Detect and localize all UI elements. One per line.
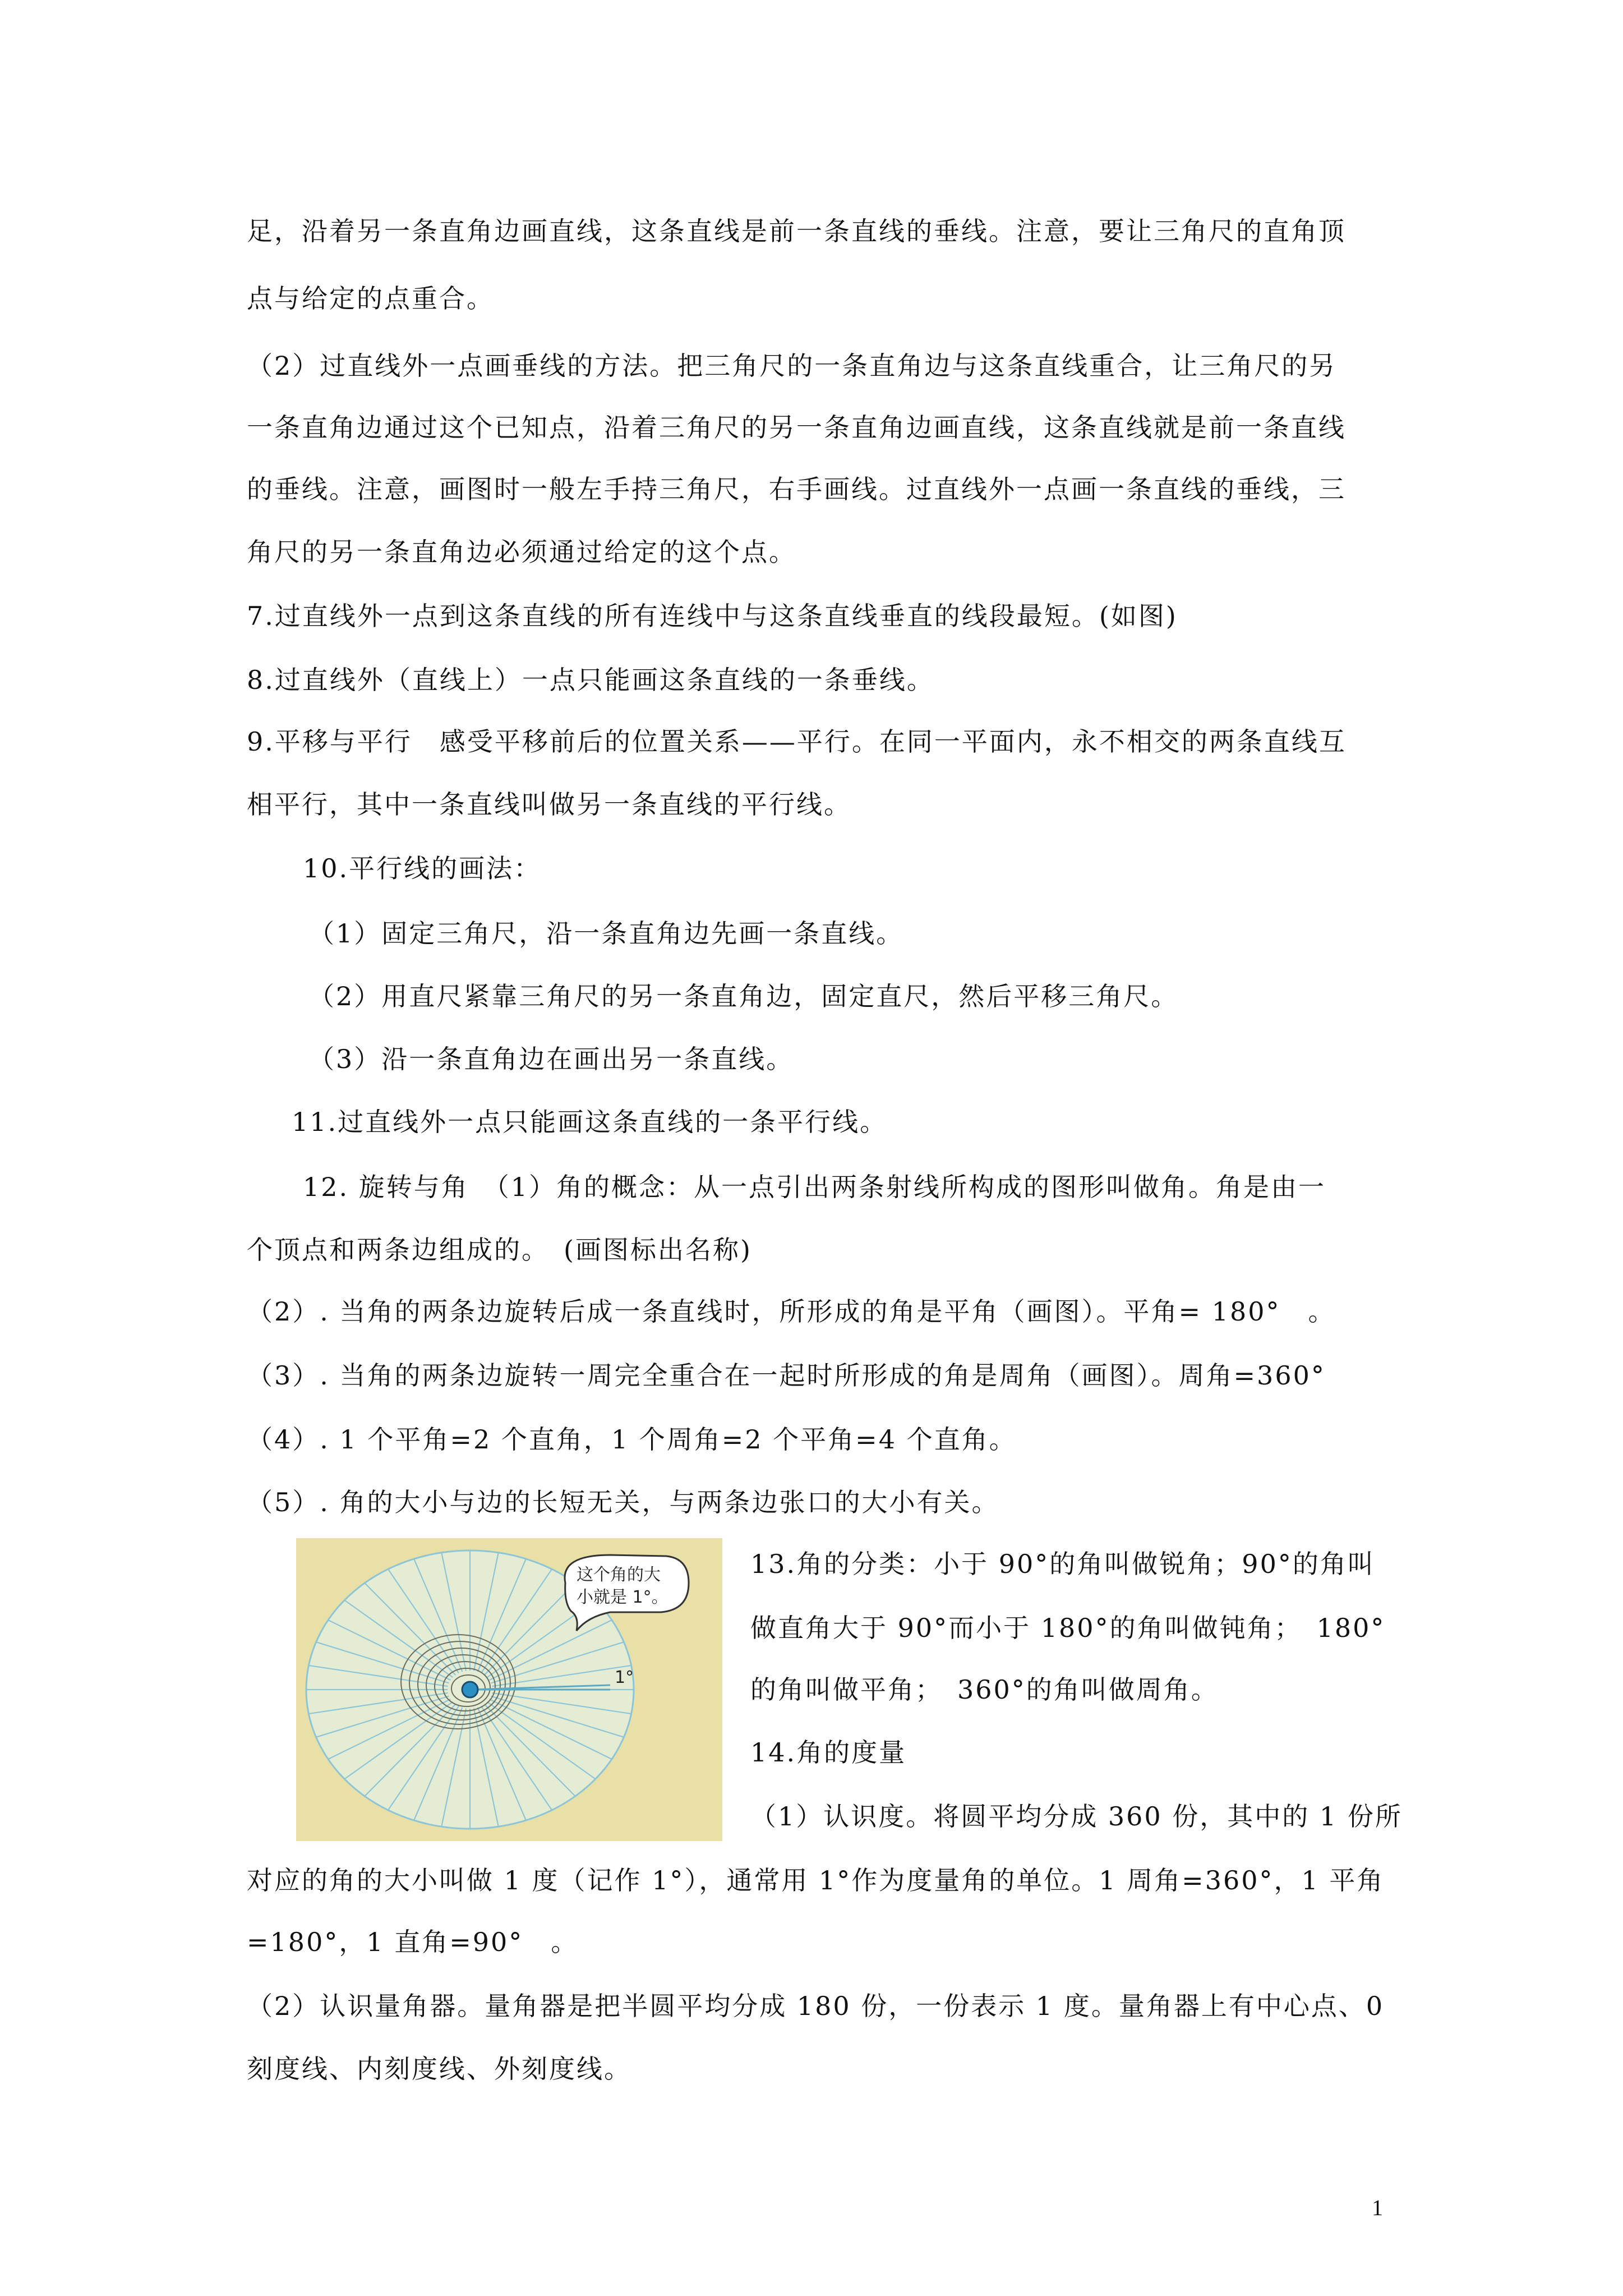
text-line: 角尺的另一条直角边必须通过给定的这个点。 (247, 537, 796, 567)
text-line: 11.过直线外一点只能画这条直线的一条平行线。 (292, 1107, 888, 1137)
angle-label: 1° (615, 1668, 634, 1687)
text-line: 点与给定的点重合。 (247, 283, 494, 314)
text-line: （5）. 角的大小与边的长短无关，与两条边张口的大小有关。 (247, 1487, 999, 1517)
text-line: 14.角的度量 (750, 1737, 907, 1768)
text-line: 10.平行线的画法： (303, 853, 542, 884)
text-line: 9.平移与平行 感受平移前后的位置关系——平行。在同一平面内，永不相交的两条直线互 (247, 726, 1347, 757)
text-line: 13.角的分类：小于 90°的角叫做锐角；90°的角叫 (750, 1549, 1375, 1579)
text-line: （4）. 1 个平角=2 个直角，1 个周角=2 个平角=4 个直角。 (247, 1424, 1017, 1455)
text-line: 的垂线。注意，画图时一般左手持三角尺，右手画线。过直线外一点画一条直线的垂线，三 (247, 474, 1346, 504)
text-line: 对应的角的大小叫做 1 度（记作 1°），通常用 1°作为度量角的单位。1 周角=360°，1 平角 (247, 1865, 1385, 1895)
text-line: 12. 旋转与角 （1）角的概念：从一点引出两条射线所构成的图形叫做角。角是由一 (303, 1172, 1326, 1202)
text-line: （3）沿一条直角边在画出另一条直线。 (308, 1044, 794, 1074)
text-line: （2）用直尺紧靠三角尺的另一条直角边，固定直尺，然后平移三角尺。 (308, 981, 1179, 1011)
text-line: （2）过直线外一点画垂线的方法。把三角尺的一条直角边与这条直线重合，让三角尺的另 (247, 351, 1337, 381)
text-line: 一条直角边通过这个已知点，沿着三角尺的另一条直角边画直线，这条直线就是前一条直线 (247, 412, 1346, 443)
text-line: =180°，1 直角=90° 。 (247, 1927, 579, 1957)
bubble-text-2: 小就是 1°。 (577, 1588, 668, 1607)
text-line: （2）. 当角的两条边旋转后成一条直线时，所形成的角是平角（画图）。平角= 180° 。 (247, 1296, 1336, 1327)
degree-circle-svg (296, 1538, 722, 1841)
text-line: （1）认识度。将圆平均分成 360 份，其中的 1 份所 (750, 1801, 1403, 1832)
text-line: （2）认识量角器。量角器是把半圆平均分成 180 份，一份表示 1 度。量角器上有中心点、0 (247, 1991, 1385, 2021)
text-line: 的角叫做平角； 360°的角叫做周角。 (750, 1674, 1219, 1705)
degree-circle-illustration (296, 1538, 722, 1841)
page-number: 1 (1372, 2195, 1383, 2220)
text-line: 8.过直线外（直线上）一点只能画这条直线的一条垂线。 (247, 665, 934, 695)
text-line: 相平行，其中一条直线叫做另一条直线的平行线。 (247, 789, 851, 820)
text-line: 个顶点和两条边组成的。 (画图标出名称) (247, 1235, 752, 1265)
text-line: 刻度线、内刻度线、外刻度线。 (247, 2054, 631, 2084)
text-line: 足，沿着另一条直角边画直线，这条直线是前一条直线的垂线。注意，要让三角尺的直角顶 (247, 216, 1346, 246)
bubble-text-1: 这个角的大 (577, 1565, 661, 1585)
text-line: 做直角大于 90°而小于 180°的角叫做钝角； 180° (750, 1613, 1386, 1643)
center-point (462, 1682, 478, 1697)
text-line: 7.过直线外一点到这条直线的所有连线中与这条直线垂直的线段最短。(如图) (247, 601, 1178, 631)
text-line: （1）固定三角尺，沿一条直角边先画一条直线。 (308, 918, 904, 949)
text-line: （3）. 当角的两条边旋转一周完全重合在一起时所形成的角是周角（画图）。周角=360° (247, 1360, 1326, 1391)
